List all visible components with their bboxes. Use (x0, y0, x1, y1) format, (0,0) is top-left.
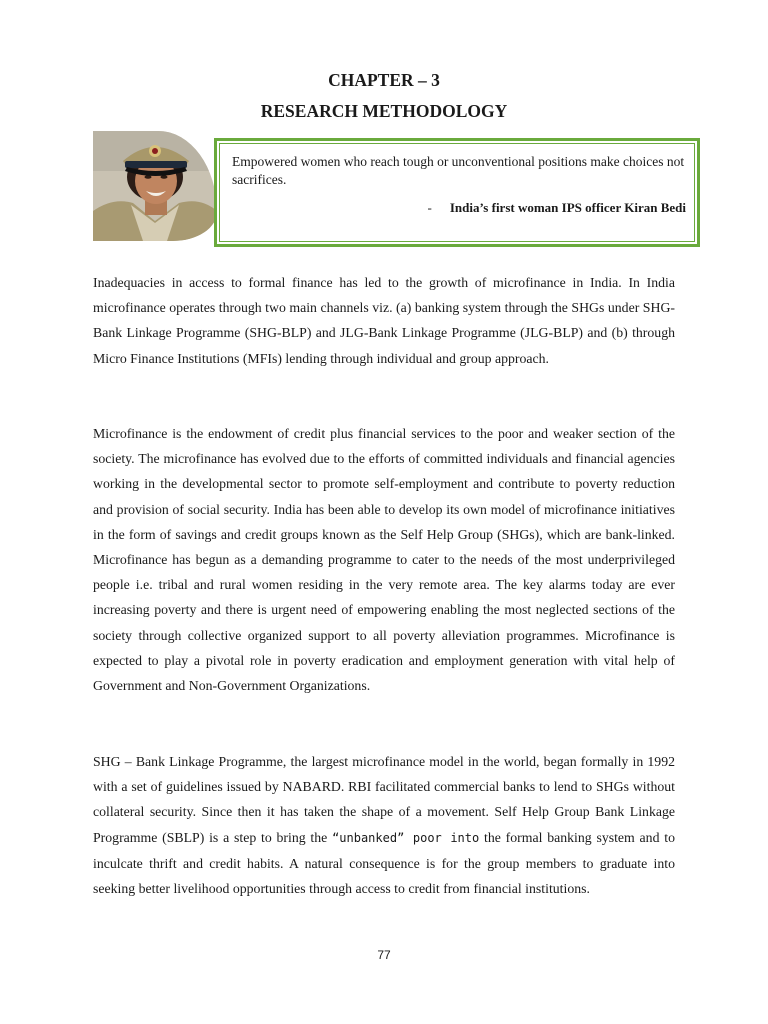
quote-inner-border (219, 143, 695, 242)
quote-box (214, 138, 700, 247)
paragraph-3-unbanked: “unbanked” poor into (332, 830, 480, 845)
paragraph-3-start: SHG – Bank Linkage Programme, the largest microfinance model in the world, began formally in 1992 with a set of guidelines issued by NABARD. RBI facilitated commercial banks to lend to SHGs without collateral security. Since then it has taken the shape of a movement. Self Help Group Bank Linkage Programme (SBLP) is a step to bring the (93, 754, 675, 845)
page-title: RESEARCH METHODOLOGY (260, 101, 508, 121)
paragraph-3 (93, 749, 675, 901)
attribution-dash: - (427, 200, 432, 215)
chapter-heading: CHAPTER – 3 (328, 70, 440, 90)
paragraph-2: Microfinance is the endowment of credit plus financial services to the poor and weaker section of the society. The microfinance has evolved due to the efforts of committed individuals and financial agencies working in the developmental sector to promote self-employment and contribute to poverty reduction and provision of social security. India has been able to develop its own model of microfinance initiatives in the form of savings and credit groups known as the Self Help Group (SHGs), which are bank-linked. Microfinance has begun as a demanding programme to cater to the needs of the most underprivileged people i.e. tribal and rural women residing in the very remote area. The key alarms today are ever increasing poverty and there is urgent need of empowering enabling the most neglected sections of the society through collective organized support to all poverty alleviation programmes. Microfinance is expected to play a pivotal role in poverty eradication and employment generation with vital help of Government and Non-Government Organizations. (93, 426, 675, 694)
quote-attribution (427, 200, 686, 216)
paragraph-3-end: the formal banking system and to inculcate thrift and credit habits. A natural consequence is for the group members to graduate into seeking better livelihood opportunities through access to credit from financial institutions. (93, 829, 675, 897)
paragraph-1: Inadequacies in access to formal finance has led to the growth of microfinance in India. In India microfinance operates through two main channels viz. (a) banking system through the SHGs under SHG-Bank Linkage Programme (SHG-BLP) and JLG-Bank Linkage Programme (JLG-BLP) and (b) through Micro Finance Institutions (MFIs) lending through individual and group approach. (93, 275, 675, 366)
quote-text: Empowered women who reach tough or unconventional positions make choices not sacrifices. (232, 154, 685, 187)
attribution-name: India’s first woman IPS officer Kiran Bedi (449, 200, 686, 215)
page-number: 77 (377, 948, 391, 962)
portrait-photo (93, 131, 217, 241)
